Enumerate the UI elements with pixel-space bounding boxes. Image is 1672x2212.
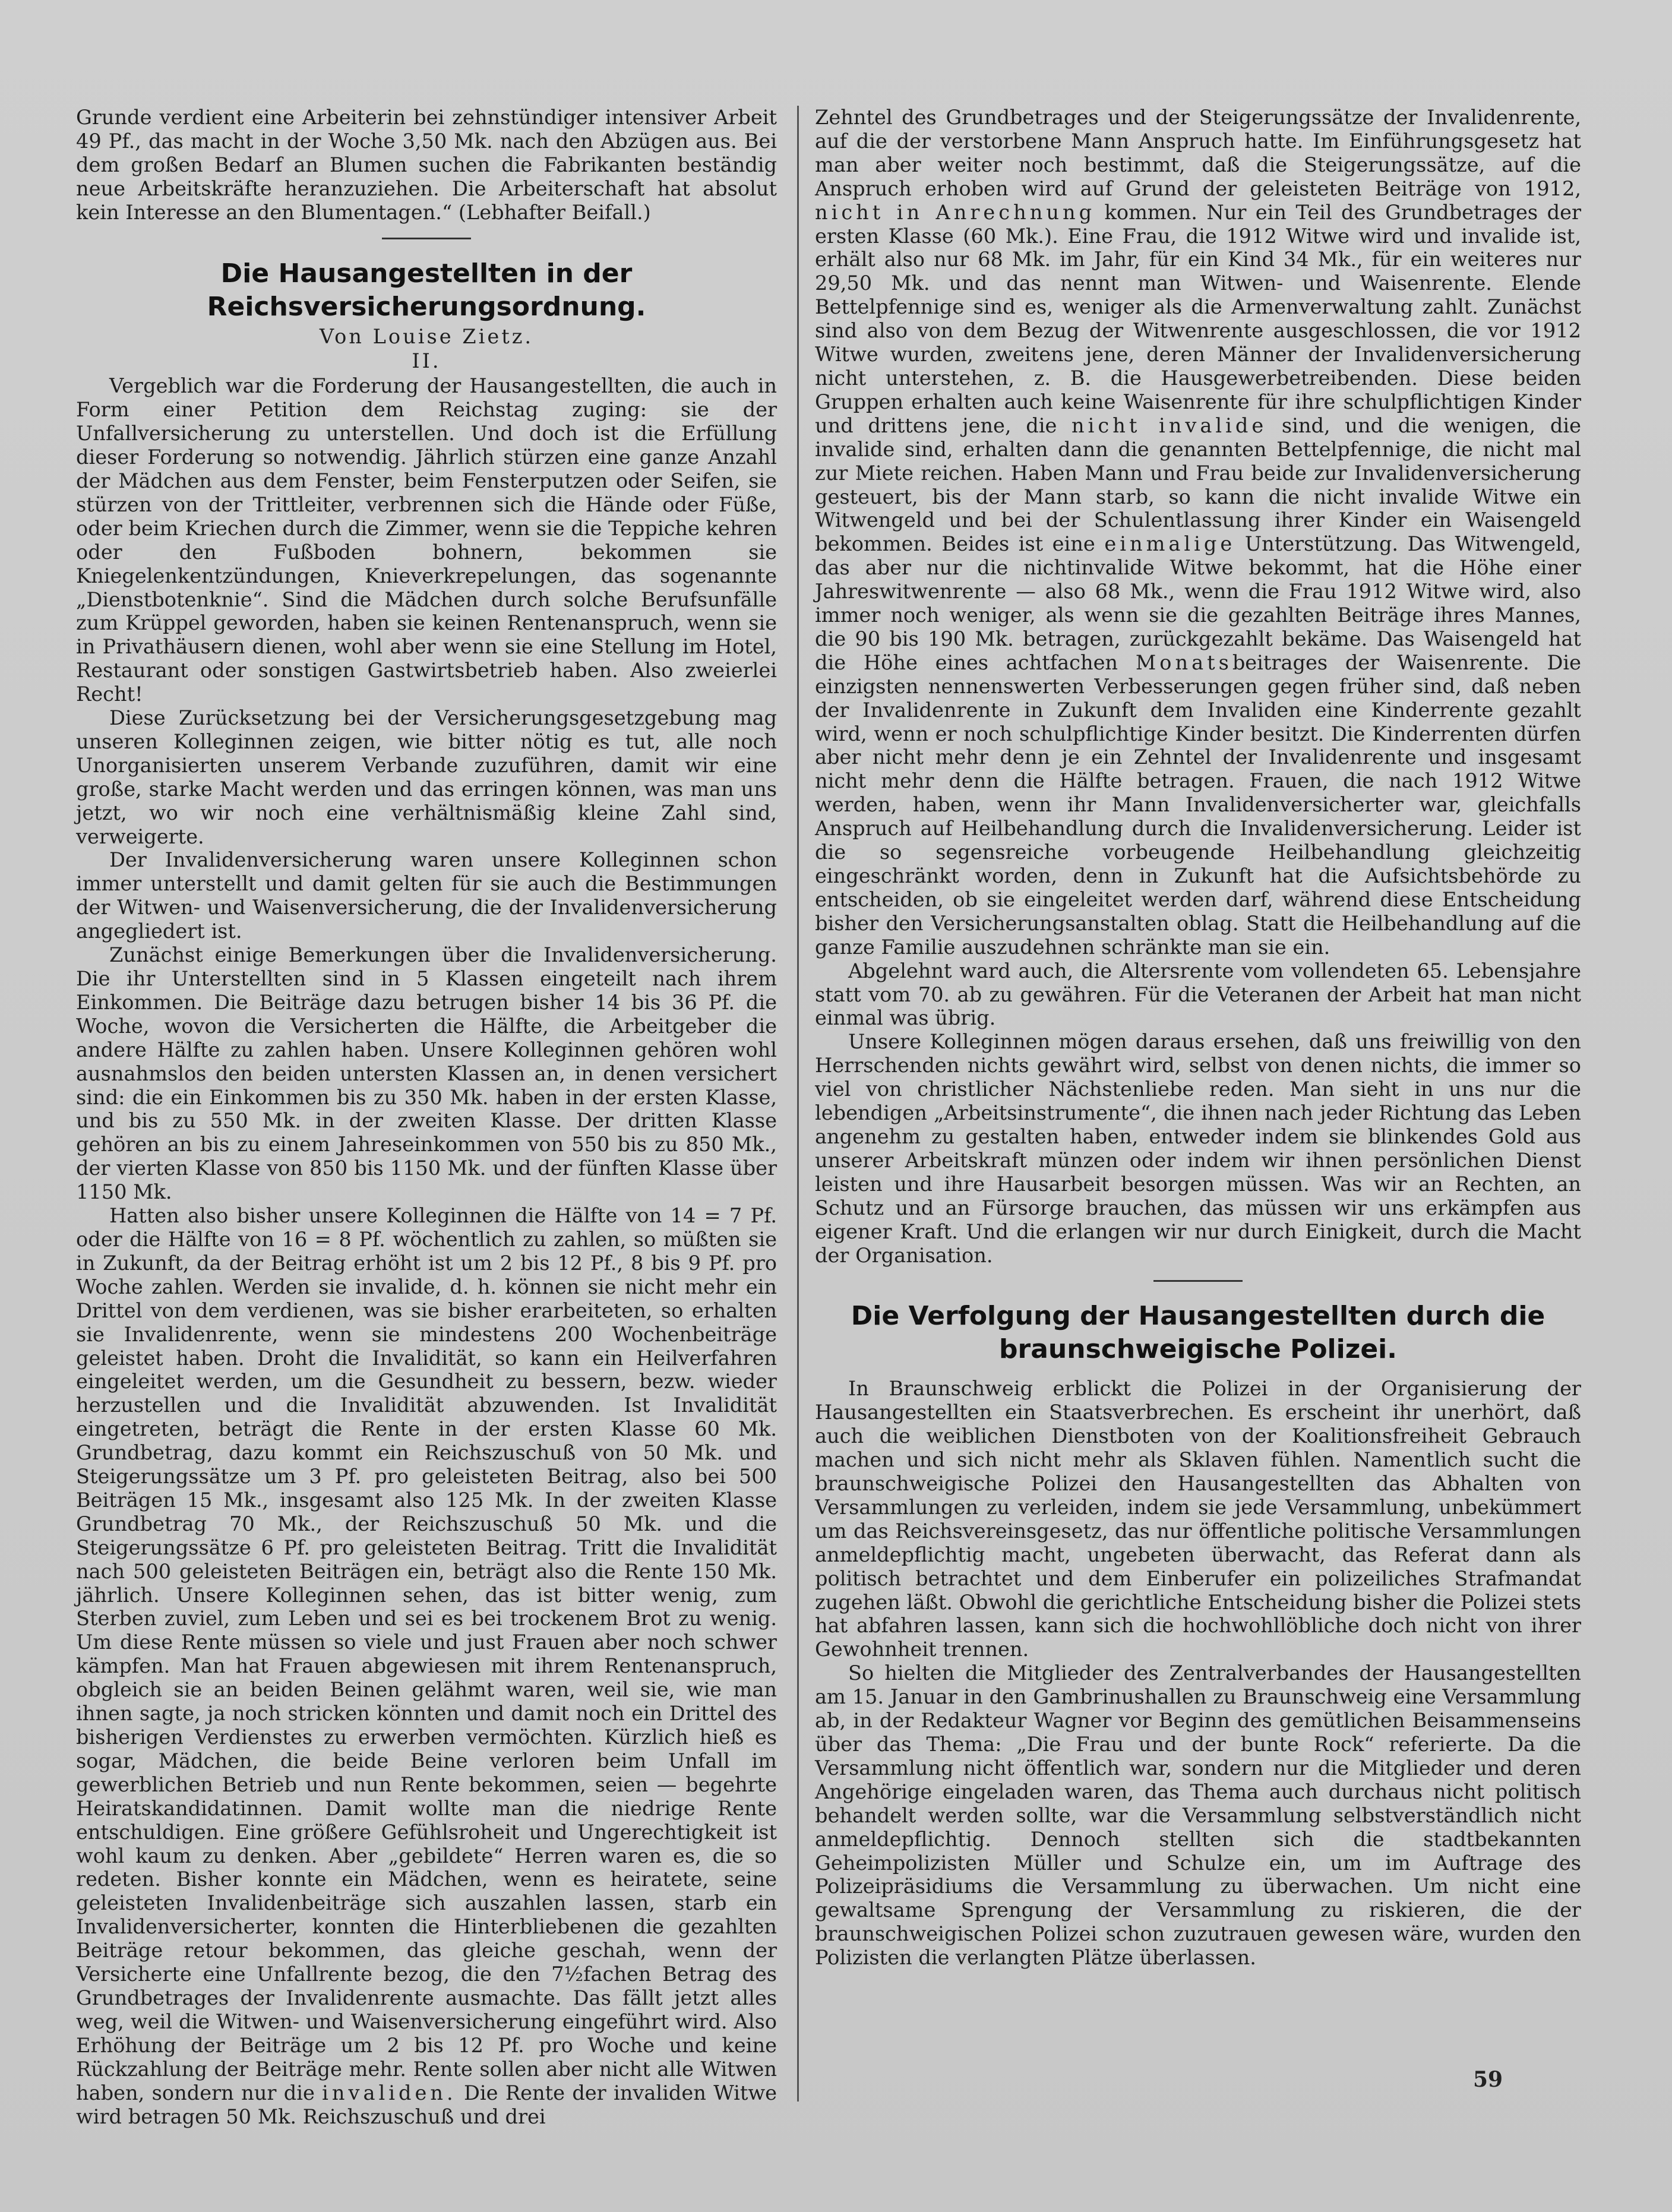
left-column: [76, 106, 777, 2128]
emphasized-text: invaliden.: [322, 2081, 457, 2104]
spacer: [815, 1366, 1581, 1377]
article-part-number: II.: [412, 349, 441, 373]
page-number: 59: [1473, 2067, 1503, 2092]
emphasized-text: nicht invalide: [1072, 413, 1268, 437]
section-divider: [382, 238, 471, 239]
text-run: kommen. Nur ein Teil des Grundbetrages der ersten Klasse (60 Mk.). Eine Frau, die 1912 Witwe wird und invalide ist, erhält also nur 68 Mk. im Jahr, für ein Kind 34 Mk., für ein weiteres nur 29,50 Mk. und das nennt man Witwen- und Waisenrente. Elende Bettelpfennige sind es, weniger als die Armenverwaltung zahlt. Zunächst sind also von dem Bezug der Witwenrente ausgeschlossen, die vor 1912 Witwe wurden, zweitens jene, deren Männer der Invalidenversicherung nicht unterstehen, z. B. die Hausgewerbetreibenden. Diese beiden Gruppen erhalten auch keine Waisenrente für ihre schulpflichtigen Kinder und drittens jene, die: [815, 200, 1581, 437]
body-paragraph: Diese Zurücksetzung bei der Versicherungsgesetzgebung mag unseren Kolleginnen zeigen, wie bitter nötig es tut, alle noch Unorganisierten unserem Verbande zuzuführen, damit wir eine große, starke Macht werden und das erringen können, was man uns jetzt, wo wir noch eine verhältnismäßig kleine Zahl sind, verweigerte.: [76, 706, 777, 848]
body-paragraph: [76, 1204, 777, 2128]
body-paragraph: [815, 106, 1581, 959]
text-run: beitrages der Waisenrente. Die einzigsten nennenswerten Verbesserungen gegen früher sind, daß neben der Invalidenrente in Zukunft dem Invaliden eine Kinderrente gezahlt wird, wenn er noch schulpflichtige Kinder besitzt. Die Kinderrenten dürfen aber nicht mehr denn je ein Zehntel der Invalidenrente und insgesamt nicht mehr denn die Hälfte betragen. Frauen, die nach 1912 Witwe werden, haben, wenn ihr Mann Invalidenversicherter war, gleichfalls Anspruch auf Heilbehandlung durch die Invalidenversicherung. Leider ist die so segensreiche vorbeugende Heilbehandlung gleichzeitig eingeschränkt worden, denn in Zukunft hat die Aufsichtsbehörde zu entscheiden, ob sie eingeleitet werden darf, während diese Entscheidung bisher den Versicherungsanstalten oblag. Statt die Heilbehandlung auf die ganze Familie auszudehnen schränkte man sie ein.: [815, 650, 1581, 959]
body-paragraph: Abgelehnt ward auch, die Altersrente vom vollendeten 65. Lebensjahre statt vom 70. ab zu gewähren. Für die Veteranen der Arbeit hat man nicht einmal was übrig.: [815, 959, 1581, 1030]
body-paragraph: Der Invalidenversicherung waren unsere Kolleginnen schon immer unterstellt und damit gelten für sie auch die Bestimmungen der Witwen- und Waisenversicherung, die der Invalidenversicherung angegliedert ist.: [76, 848, 777, 943]
section-divider: [1153, 1280, 1243, 1282]
emphasized-text: einmalige: [1104, 532, 1236, 556]
carryover-paragraph: Grunde verdient eine Arbeiterin bei zehnstündiger intensiver Arbeit 49 Pf., das macht in der Woche 3,50 Mk. nach den Abzügen aus. Bei dem großen Bedarf an Blumen suchen die Fabrikanten beständig neue Arbeitskräfte heranzuziehen. Die Arbeiterschaft hat absolut kein Interesse an den Blumentagen.“ (Lebhafter Beifall.): [76, 106, 777, 224]
article-title-verfolgung: Die Verfolgung der Hausangestellten durch die braunschweigische Polizei.: [851, 1301, 1545, 1365]
body-paragraph: Zunächst einige Bemerkungen über die Invalidenversicherung. Die ihr Unterstellten sind in 5 Klassen eingeteilt nach ihrem Einkommen. Die Beiträge dazu betrugen bisher 14 bis 36 Pf. die Woche, wovon die Versicherten die Hälfte, die Arbeitgeber die andere Hälfte zu zahlen haben. Unsere Kolleginnen gehören wohl ausnahmslos den beiden untersten Klassen an, in denen versichert sind: die ein Einkommen bis zu 350 Mk. haben in der ersten Klasse, und bis zu 550 Mk. in der zweiten Klasse. Der dritten Klasse gehören an bis zu einem Jahreseinkommen von 550 bis zu 850 Mk., der vierten Klasse von 850 bis 1150 Mk. und der fünften Klasse über 1150 Mk.: [76, 943, 777, 1204]
body-paragraph: In Braunschweig erblickt die Polizei in der Organisierung der Hausangestellten ein Staatsverbrechen. Es erscheint ihr unerhört, daß auch die weiblichen Dienstboten von der Koalitionsfreiheit Gebrauch machen und sich nicht mehr als Sklaven fühlen. Namentlich sucht die braunschweigische Polizei den Hausangestellten das Abhalten von Versammlungen zu verleiden, indem sie jede Versammlung, unbekümmert um das Reichsvereinsgesetz, das nur öffentliche politische Versammlungen anmeldepflichtig macht, ungebeten überwacht, das Referat dann als politisch betrachtet und dem Einberufer ein polizeiliches Strafmandat zugehen läßt. Obwohl die gerichtliche Entscheidung bisher die Polizei stets hat abfahren lassen, kann sich die hochwohllöbliche doch nicht von ihrer Gewohnheit trennen.: [815, 1377, 1581, 1661]
right-column: [815, 106, 1581, 1970]
text-run: sind, und die wenigen, die invalide sind, erhalten dann die genannten Bettelpfennige, die nicht mal zur Miete reichen. Haben Mann und Frau beide zur Invalidenversicherung gesteuert, bis der Mann starb, so kann die nicht invalide Witwe ein Witwengeld und bei der Schulentlassung ihrer Kinder ein Waisengeld bekommen. Beides ist eine: [815, 413, 1581, 556]
article-byline: Von Louise Zietz.: [319, 324, 534, 348]
body-paragraph: Unsere Kolleginnen mögen daraus ersehen, daß uns freiwillig von den Herrschenden nichts gewährt wird, selbst von denen nichts, die immer so viel von christlicher Nächstenliebe reden. Man sieht in uns nur die lebendigen „Arbeitsinstrumente“, die ihnen nach jeder Richtung das Leben angenehm zu gestalten haben, entweder indem sie blinkendes Gold aus unserer Arbeitskraft münzen oder indem wir ihnen persönlichen Dienst leisten und ihre Hausarbeit besorgen müssen. Was wir an Rechten, an Schutz und an Fürsorge brauchen, das müssen wir uns erkämpfen aus eigener Kraft. Und die erlangen wir nur durch Einigkeit, durch die Macht der Organisation.: [815, 1030, 1581, 1267]
article-title-hausangestellten: Die Hausangestellten in der Reichsversicherungsordnung.: [207, 258, 646, 322]
body-paragraph: So hielten die Mitglieder des Zentralverbandes der Hausangestellten am 15. Januar in den Gambrinushallen zu Braunschweig eine Versammlung ab, in der Redakteur Wagner vor Beginn des gemütlichen Beisammenseins über das Thema: „Die Frau und der bunte Rock“ referierte. Da die Versammlung nicht öffentlich war, sondern nur die Mitglieder und deren Angehörige eingeladen waren, das Thema auch durchaus nicht politisch behandelt werden sollte, war die Versammlung selbstverständlich nicht anmeldepflichtig. Dennoch stellten sich die stadtbekannten Geheimpolizisten Müller und Schulze ein, um im Auftrage des Polizeipräsidiums die Versammlung zu überwachen. Um nicht eine gewaltsame Sprengung der Versammlung zu riskieren, die der braunschweigischen Polizei schon zuzutrauen gewesen wäre, wurden den Polizisten die verlangten Plätze überlassen.: [815, 1661, 1581, 1970]
text-run: Die Rente der invaliden Witwe wird betragen 50 Mk. Reichszuschuß und drei: [76, 2081, 777, 2128]
text-run: Unterstützung. Das Witwengeld, das aber nur die nichtinvalide Witwe bekommt, hat die Höhe einer Jahreswitwenrente — also 68 Mk., wenn die Frau 1912 Witwe wird, also immer noch weniger, als wenn sie die gezahlten Beiträge ihres Mannes, die 90 bis 190 Mk. betragen, zurückgezahlt bekäme. Das Waisengeld hat die Höhe eines achtfachen: [815, 532, 1581, 674]
emphasized-text: Monats: [1135, 650, 1232, 674]
column-divider: [797, 106, 799, 2102]
emphasized-text: nicht in Anrechnung: [815, 200, 1096, 224]
text-run: Hatten also bisher unsere Kolleginnen die Hälfte von 14 = 7 Pf. oder die Hälfte von 16 = 8 Pf. wöchentlich zu zahlen, so müßten sie in Zukunft, da der Beitrag erhöht ist um 2 bis 12 Pf., 8 bis 9 Pf. pro Woche zahlen. Werden sie invalide, d. h. können sie nicht mehr ein Drittel von dem verdienen, was sie bisher erarbeiteten, so erhalten sie Invalidenrente, wenn sie mindestens 200 Wochenbeiträge geleistet haben. Droht die Invalidität, so kann ein Heilverfahren eingeleitet werden, um die Gesundheit zu bessern, bezw. wieder herzustellen und die Invalidität abzuwenden. Ist Invalidität eingetreten, beträgt die Rente in der ersten Klasse 60 Mk. Grundbetrag, dazu kommt ein Reichszuschuß von 50 Mk. und Steigerungssätze um 3 Pf. pro geleisteten Beitrag, also bei 500 Beiträgen 15 Mk., insgesamt also 125 Mk. In der zweiten Klasse Grundbetrag 70 Mk., der Reichszuschuß 50 Mk. und die Steigerungssätze 6 Pf. pro geleisteten Beitrag. Tritt die Invalidität nach 500 geleisteten Beiträgen ein, beträgt also die Rente 150 Mk. jährlich. Unsere Kolleginnen sehen, das ist bitter wenig, zum Sterben zuviel, zum Leben und sei es bei trockenem Brot zu wenig. Um diese Rente müssen so viele und just Frauen aber noch schwer kämpfen. Man hat Frauen abgewiesen mit ihrem Rentenanspruch, obgleich sie an beiden Beinen gelähmt waren, weil sie, wie man ihnen sagte, ja noch stricken könnten und damit noch ein Drittel des bisherigen Verdienstes zu erwerben vermöchten. Kürzlich hieß es sogar, Mädchen, die beide Beine verloren beim Unfall im gewerblichen Betrieb und nun Rente bekommen, seien — begehrte Heiratskandidatinnen. Damit wollte man die niedrige Rente entschuldigen. Eine größere Gefühlsroheit und Ungerechtigkeit ist wohl kaum zu denken. Aber „gebildete“ Herren waren es, die so redeten. Bisher konnte ein Mädchen, wenn es heiratete, seine geleisteten Invalidenbeiträge sich auszahlen lassen, starb ein Invalidenversicherter, konnten die Hinterbliebenen die gezahlten Beiträge retour bekommen, das gleiche geschah, wenn der Versicherte eine Unfallrente bezog, die den 7½fachen Betrag des Grundbetrages der Invalidenrente ausmachte. Das fällt jetzt alles weg, weil die Witwen- und Waisenversicherung eingeführt wird. Also Erhöhung der Beiträge um 2 bis 12 Pf. pro Woche und keine Rückzahlung der Beiträge mehr. Rente sollen aber nicht alle Witwen haben, sondern nur die: [76, 1204, 777, 2104]
text-run: Zehntel des Grundbetrages und der Steigerungssätze der Invalidenrente, auf die der verstorbene Mann Anspruch hatte. Im Einführungsgesetz hat man aber weiter noch bestimmt, daß die Steigerungssätze, auf die Anspruch erhoben wird auf Grund der geleisteten Beiträge von 1912,: [815, 106, 1581, 200]
body-paragraph: Vergeblich war die Forderung der Hausangestellten, die auch in Form einer Petition dem Reichstag zuging: sie der Unfallversicherung zu unterstellen. Und doch ist die Erfüllung dieser Forderung so notwendig. Jährlich stürzen eine ganze Anzahl der Mädchen aus dem Fenster, beim Fensterputzen oder Seifen, sie stürzen von der Trittleiter, verbrennen sich die Hände oder Füße, oder beim Kriechen durch die Zimmer, wenn sie die Teppiche kehren oder den Fußboden bohnern, bekommen sie Kniegelenkentzündungen, Knieverkrepelungen, das sogenannte „Dienstbotenknie“. Sind die Mädchen durch solche Berufsunfälle zum Krüppel geworden, haben sie keinen Rentenanspruch, wenn sie in Privathäusern dienen, wohl aber wenn sie eine Stellung im Hotel, Restaurant oder sonstigen Gastwirtsbetrieb haben. Also zweierlei Recht!: [76, 374, 777, 706]
